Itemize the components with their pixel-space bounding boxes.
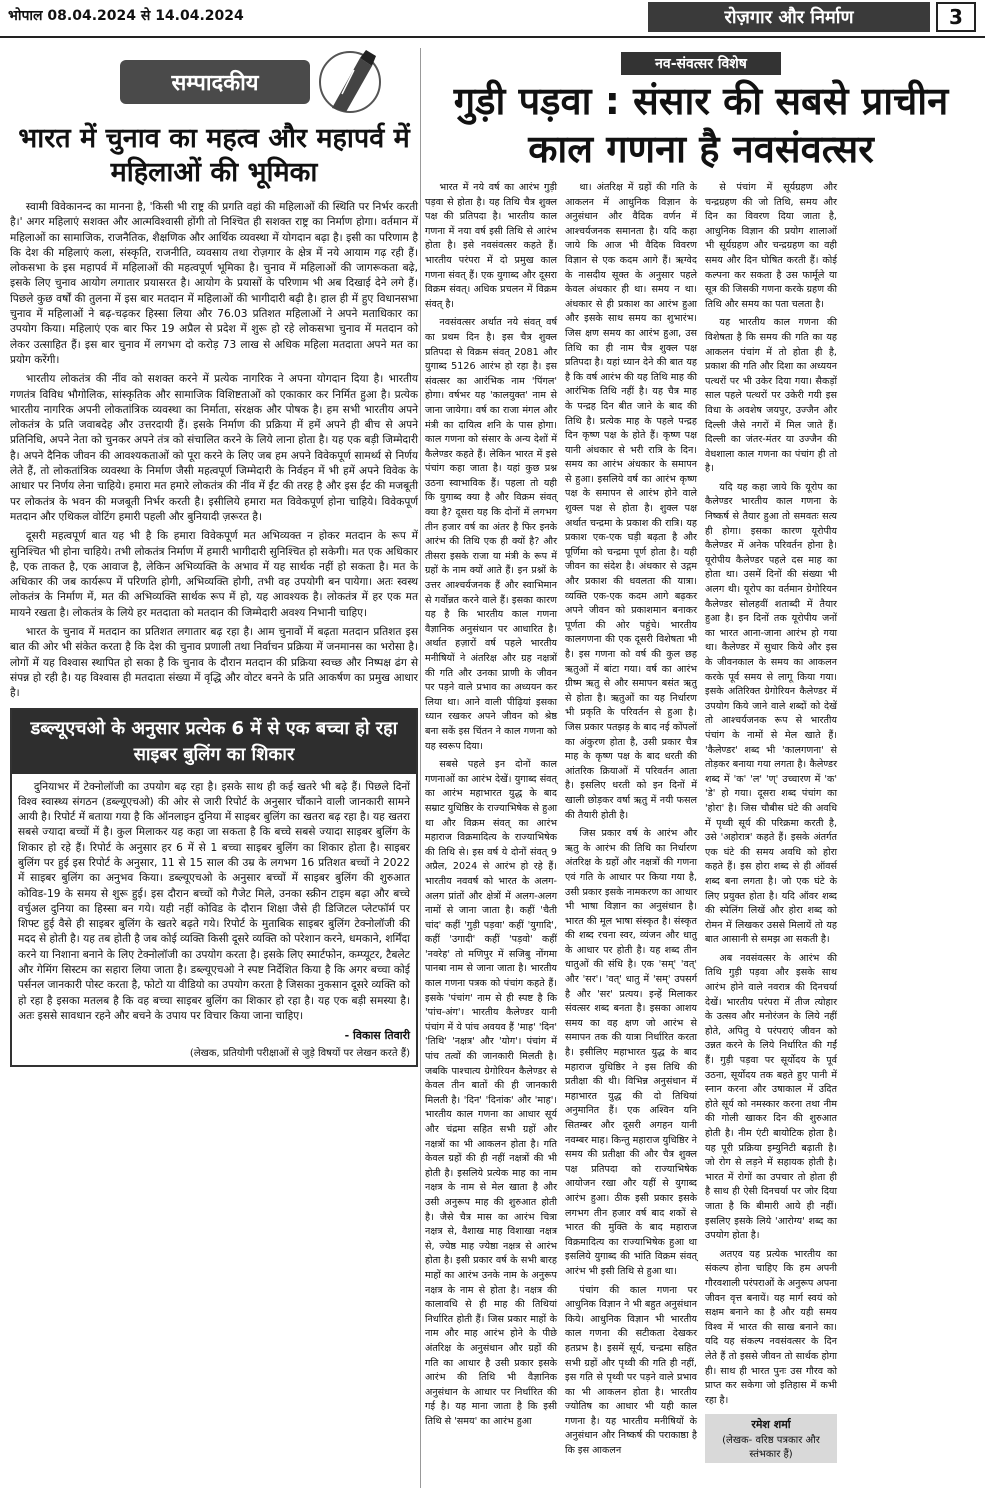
feature-paragraph: भारत में नये वर्ष का आरंभ गुड़ी पड़वा से होता है। यह तिथि चैत्र शुक्ल पक्ष की प्रतिपदा है। भारतीय काल गणना में नया वर्ष इसी तिथि से आरंभ होता है। इसे नवसंवत्सर कहते हैं। भारतीय परंपरा में दो प्रमुख काल गणना संवत् हैं। एक युगाब्द और दूसरा विक्रम संवत्। अधिक प्रचलन में विक्रम संवत् है।: [425, 182, 557, 310]
editorial-title: भारत में चुनाव का महत्व और महापर्व में महिलाओं की भूमिका: [18, 123, 410, 188]
editorial-masthead: [10, 48, 418, 118]
editorial-paragraph: स्वामी विवेकानन्द का मानना है, 'किसी भी राष्ट्र की प्रगति वहां की महिलाओं की स्थिति पर निर्भर करती है।' अगर महिलाएं सशक्त और आत्मविश्वासी होंगी तो निश्चित ही सशक्त राष्ट्र का निर्माण होगा। वर्तमान में महिलाओं का सामाजिक, राजनैतिक, शैक्षणिक और आर्थिक व्यवस्था में योगदान बढ़ा है। इसी का परिणाम है कि देश की महिलाएं कला, संस्कृति, राजनीति, व्यवसाय तथा रोज़गार के क्षेत्र में नये आयाम गढ़ रही हैं। लोकसभा के इस महापर्व में महिलाओं की महत्वपूर्ण भूमिका है। चुनाव में महिलाओं की जागरूकता बढ़े, इसके लिए चुनाव आयोग लगातार प्रयासरत है। आयोग के प्रयासों के परिणाम भी अब दिखाई देने लगे हैं। पिछले कुछ वर्षों की तुलना में इस बार मतदान में महिलाओं की भागीदारी बढ़ी है। हाल ही में हुए विधानसभा चुनाव में महिलाओं ने बढ़-चढ़कर हिस्सा लिया और 76.03 प्रतिशत महिलाओं ने अपने मताधिकार का उपयोग किया। महिलाएं एक बार फिर 19 अप्रैल से प्रदेश में शुरू हो रहे लोकसभा चुनाव में मतदान को लेकर उत्साहित हैं। इस बार चुनाव में लगभग दो करोड़ 73 लाख से अधिक महिला मतदाता अपने मत का प्रयोग करेंगी।: [10, 201, 418, 366]
boxed-article: [10, 708, 418, 1068]
boxed-article-author-note: (लेखक, प्रतियोगी परीक्षाओं से जुड़े विषयों पर लेखन करते हैं): [189, 1048, 410, 1060]
feature-article: [425, 48, 977, 1488]
feature-paragraph: था। अंतरिक्ष में ग्रहों की गति के आकलन में आधुनिक विज्ञान के अनुसंधान और वैदिक वर्णन में आश्चर्यजनक समानता है। यदि कहा जाये कि आज भी वैदिक विवरण विज्ञान से एक कदम आगे हैं। ऋग्वेद के नासदीय सूक्त के अनुसार पहले केवल अंधकार ही था। समय न था। अंधकार से ही प्रकाश का आरंभ हुआ और इसके साथ समय का शुभारंभ। जिस क्षण समय का आरंभ हुआ, उस तिथि का ही नाम चैत्र शुक्ल पक्ष प्रतिपदा है। यहां ध्यान देने की बात यह है कि वर्ष आरंभ की यह तिथि माह की आरंभिक तिथि नहीं है। यह चैत्र माह के पन्द्रह दिन बीत जाने के बाद की तिथि है। प्रत्येक माह के पहले पन्द्रह दिन कृष्ण पक्ष के होते हैं। कृष्ण पक्ष यानी अंधकार से भरी रात्रि के दिन। समय का आरंभ अंधकार के समापन से हुआ। इसलिये वर्ष का आरंभ कृष्ण पक्ष के समापन से आरंभ होने वाले शुक्ल पक्ष से होता है। शुक्ल पक्ष अर्थात चन्द्रमा के प्रकाश की रात्रि। यह प्रकाश एक-एक घड़ी बढ़ता है और पूर्णिमा को चन्द्रमा पूर्ण होता है। यही जीवन का संदेश है। अंधकार से उद्गम और प्रकाश की धवलता की यात्रा। व्यक्ति एक-एक कदम आगे बढ़कर अपने जीवन को प्रकाशमान बनाकर पूर्णता की ओर पहुंचे। भारतीय कालगणना की एक दूसरी विशेषता भी है। इस गणना को वर्ष की कुल छह ऋतुओं में बांटा गया। वर्ष का आरंभ ग्रीष्म ऋतु से और समापन बसंत ऋतु से होता है। ऋतुओं का यह निर्धारण भी प्रकृति के परिवर्तन से हुआ है। जिस प्रकार पतझड़ के बाद नई कोंपलों का अंकुरण होता है, उसी प्रकार चैत्र माह के कृष्ण पक्ष के बाद धरती की आंतरिक क्रियाओं में परिवर्तन आता है। इसलिए धरती को इन दिनों में खाली छोड़कर वर्षा ऋतु में नयी फसल की तैयारी होती है।: [565, 182, 697, 821]
boxed-article-paragraph: दुनियाभर में टेक्नोलॉजी का उपयोग बढ़ रहा है। इसके साथ ही कई खतरे भी बढ़े हैं। पिछले दिनों विश्व स्वास्थ्य संगठन (डब्ल्यूएचओ) की ओर से जारी रिपोर्ट के अनुसार चौंकाने वाली जानकारी सामने आयी है। रिपोर्ट में बताया गया है कि ऑनलाइन दुनिया में साइबर बुलिंग का खतरा बढ़ रहा है। यह खतरा सबसे ज्यादा बच्चों में है। कुल मिलाकर यह कहा जा सकता है कि बच्चे सबसे ज्यादा साइबर बुलिंग के शिकार हो रहे हैं। रिपोर्ट के अनुसार हर 6 में से 1 बच्चा साइबर बुलिंग का शिकार होता है। साइबर बुलिंग पर हुई इस रिपोर्ट के अनुसार, 11 से 15 साल की उम्र के लगभग 16 प्रतिशत बच्चों ने 2022 में साइबर बुलिंग का अनुभव किया। डब्ल्यूएचओ के अनुसार बच्चों में साइबर बुलिंग की शुरुआत कोविड-19 के समय से शुरू हुई। इस दौरान बच्चों को गैजेट मिले, उनका स्क्रीन टाइम बढ़ा और बच्चे वर्चुअल दुनिया का हिस्सा बन गये। यही नहीं कोविड के दौरान शिक्षा जैसे ही डिजिटल प्लेटफॉर्म पर शिफ्ट हुई वैसे ही साइबर बुलिंग के खतरे बढ़ते गये। रिपोर्ट के मुताबिक साइबर बुलिंग टेक्नोलॉजी की मदद से होती है। यह तब होती है जब कोई व्यक्ति किसी दूसरे व्यक्ति को परेशान करने, धमकाने, शर्मिंदा करने या निशाना बनाने के लिए टेक्नोलॉजी का उपयोग करता है। इसके लिए स्मार्टफोन, कम्प्यूटर, टैबलेट और गेमिंग सिस्टम का सहारा लिया जाता है। डब्ल्यूएचओ ने स्पष्ट निर्देशित किया है कि अगर बच्चा कोई पर्सनल जानकारी पोस्ट करता है, फोटो या वीडियो का उपयोग करता है जिसका नुकसान दूसरे व्यक्ति को हो रहा है इसका मतलब है कि वह बच्चा साइबर बुलिंग का शिकार हो रहा है। यह एक बड़ी समस्या है। अतः इससे सावधान रहने और बचने के उपाय पर विचार किया जाना चाहिए।: [18, 780, 410, 1022]
page-header: [0, 0, 985, 36]
fountain-pen-icon: [302, 48, 398, 118]
editorial-label: सम्पादकीय: [120, 60, 310, 104]
editorial-column: [10, 48, 418, 1488]
feature-paragraph: अतएव यह प्रत्येक भारतीय का संकल्प होना चाहिए कि हम अपनी गौरवशाली परंपराओं के अनुरूप अपना जीवन वृत्त बनायें। यह मार्ग स्वयं को सक्षम बनाने का है और यही समय विश्व में भारत की साख बनाने का। यदि यह संकल्प नवसंवत्सर के दिन लेते हैं तो इससे जीवन तो सार्थक होगा ही। साथ ही भारत पुनः उस गौरव को प्राप्त कर सकेगा जो इतिहास में कभी रहा है।: [705, 1248, 837, 1406]
feature-paragraph: सबसे पहले इन दोनों काल गणनाओं का आरंभ देखें। युगाब्द संवत् का आरंभ महाभारत युद्ध के बाद सम्राट युधिष्ठिर के राज्याभिषेक से हुआ था और विक्रम संवत् का आरंभ महाराज विक्रमादित्य के राज्याभिषेक की तिथि से। इस वर्ष ये दोनों संवत् 9 अप्रैल, 2024 से आरंभ हो रहे हैं। भारतीय नववर्ष को भारत के अलग-अलग प्रांतों और क्षेत्रों में अलग-अलग नामों से जाना जाता है। कहीं 'चैती चांद' कहीं 'गुड़ी पड़वा' कहीं 'युगादि', कहीं 'उगादी' कहीं 'पड़वो' कहीं 'नवरेह' तो मणिपुर में सजिबु नोंगमा पानबा नाम से जाना जाता है। भारतीय काल गणना पत्रक को पंचांग कहते हैं। इसके 'पंचांग' नाम से ही स्पष्ट है कि 'पांच-अंग'। भारतीय कैलेण्डर यानी पंचांग में ये पांच अवयव हैं 'माह' 'दिन' 'तिथि' 'नक्षत्र' और 'योग'। पंचांग में पांच तत्वों की जानकारी मिलती है। जबकि पाश्चात्य ग्रेगोरियन कैलेण्डर से केवल तीन बातों की ही जानकारी मिलती है। 'दिन' 'दिनांक' और 'माह'। भारतीय काल गणना का आधार सूर्य और चंद्रमा सहित सभी ग्रहों और नक्षत्रों का भी आकलन होता है। गति केवल ग्रहों की ही नहीं नक्षत्रों की भी होती है। इसलिये प्रत्येक माह का नाम नक्षत्र के नाम से मेल खाता है और उसी अनुरूप माह की शुरुआत होती है। जैसे चैत्र मास का आरंभ चित्रा नक्षत्र से, वैशाख माह विशाखा नक्षत्र से, ज्येष्ठ माह ज्येष्ठा नक्षत्र से आरंभ होता है। इसी प्रकार वर्ष के सभी बारह माहों का आरंभ उनके नाम के अनुरूप नक्षत्र के नाम से होता है। नक्षत्र की कालावधि से ही माह की तिथियां निर्धारित होती हैं। जिस प्रकार माहों के नाम और माह आरंभ होने के पीछे अंतरिक्ष के अनुसंधान और ग्रहों की गति का आधार है उसी प्रकार इसके आरंभ की तिथि भी वैज्ञानिक अनुसंधान के आधार पर निर्धारित की गई है। यह माना जाता है कि इसी तिथि से 'समय' का आरंभ हुआ: [425, 759, 557, 1427]
feature-columns: [425, 181, 977, 1463]
feature-paragraph: अब नवसंवत्सर के आरंभ की तिथि गुड़ी पड़वा और इसके साथ आरंभ होने वाले नवरात्र की दिनचर्या देखें। भारतीय परंपरा में तीज त्योहार के उत्सव और मनोरंजन के लिये नहीं होते, अपितु ये परंपराएं जीवन को उन्नत करने के लिये निर्धारित की गईं हैं। गुड़ी पड़वा पर सूर्योदय के पूर्व उठना, सूर्योदय तक बहते हुए पानी में स्नान करना और उषाकाल में उदित होते सूर्य को नमस्कार करना तथा नीम की गोली खाकर दिन की शुरुआत होती है। नीम एंटी बायोटिक होता है। यह पूरी प्रक्रिया इम्युनिटी बढ़ाती है। जो रोग से लड़ने में सहायक होती है। भारत में रोगों का उपचार तो होता ही है साथ ही ऐसी दिनचर्या पर जोर दिया जाता है कि बीमारी आये ही नहीं। इसलिए इसके लिये 'आरोग्य' शब्द का उपयोग होता है।: [705, 952, 837, 1242]
feature-title: गुड़ी पड़वा : संसार की सबसे प्राचीन काल गणना है नवसंवत्सर: [453, 79, 949, 171]
feature-paragraph: पंचांग की काल गणना पर आधुनिक विज्ञान ने भी बहुत अनुसंधान किये। आधुनिक विज्ञान भी भारतीय काल गणना की सटीकता देखकर हतप्रभ है। इसमें सूर्य, चन्द्रमा सहित सभी ग्रहों और पृथ्वी की गति ही नहीं, इस गति से पृथ्वी पर पड़ने वाले प्रभाव का भी आकलन होता है। भारतीय ज्योतिष का आधार भी यही काल गणना है। यह भारतीय मनीषियों के अनुसंधान और निष्कर्ष की पराकाष्ठा है कि इस आकलन: [565, 1284, 697, 1457]
feature-author-name: रमेश शर्मा: [751, 1418, 791, 1432]
publication-name: रोज़गार और निर्माण: [648, 2, 930, 32]
feature-paragraph: यह भारतीय काल गणना की विशेषता है कि समय की गति का यह आकलन पंचांग में तो होता ही है, प्रकाश की गति और दिशा का अध्ययन पत्थरों पर भी उकेर दिया गया। सैकड़ों साल पहले पत्थरों पर उकेरी गयी इस विधा के अवशेष जयपुर, उज्जैन और दिल्ली जैसे नगरों में मिल जाते हैं। दिल्ली का जंतर-मंतर या उज्जैन की वेधशाला काल गणना का पंचांग ही तो है।: [705, 317, 837, 475]
feature-paragraph: से पंचांग में सूर्यग्रहण और चन्द्रग्रहण की जो तिथि, समय और दिन का विवरण दिया जाता है, आधुनिक विज्ञान की प्रयोग शालाओं भी सूर्यग्रहण और चन्द्रग्रहण का वही समय और दिन घोषित करती हैं। कोई कल्पना कर सकता है उस फार्मूले या सूत्र की जिसकी गणना करके ग्रहण की तिथि और समय का पता चलता है।: [705, 182, 837, 310]
editorial-paragraph: भारत के चुनाव में मतदान का प्रतिशत लगातार बढ़ रहा है। आम चुनावों में बढ़ता मतदान प्रतिशत इस बात की ओर भी संकेत करता है कि देश की चुनाव प्रणाली तथा निर्वाचन प्रक्रिया में जनमानस का भरोसा है। लोगों में यह विश्वास स्थापित हो सका है कि चुनाव के दौरान मतदान की प्रक्रिया स्वच्छ और निष्पक्ष ढंग से संपन्न हो रही है। यह विश्वास ही मतदाता संख्या में वृद्धि और वोटर बनने के प्रति आकर्षण का प्रमुख आधार है।: [10, 626, 419, 700]
feature-column-3: [705, 181, 837, 1463]
feature-column-2: [565, 181, 697, 1463]
feature-author-note: (लेखक- वरिष्ठ पत्रकार और स्तंभकार हैं): [722, 1435, 820, 1461]
feature-column-1: [425, 181, 557, 1463]
feature-paragraph: नवसंवत्सर अर्थात नये संवत् वर्ष का प्रथम दिन है। इस चैत्र शुक्ल प्रतिपदा से विक्रम संवत् 2081 और युगाब्द 5126 आरंभ हो रहा है। इस संवत्सर का आरंभिक नाम 'पिंगल' होगा। वर्षभर यह 'कालयुक्त' नाम से जाना जायेगा। वर्ष का राजा मंगल और मंत्री का दायित्व शनि के पास होगा। काल गणना को संसार के अन्य देशों में कैलेण्डर कहते हैं। लेकिन भारत में इसे पंचांग कहा जाता है। यहां कुछ प्रश्न उठना स्वाभाविक हैं। पहला तो यही कि युगाब्द क्या है और विक्रम संवत् क्या है? दूसरा यह कि दोनों में लगभग तीन हजार वर्ष का अंतर है फिर इनके आरंभ की तिथि एक ही क्यों है? और तीसरा इसके राजा या मंत्री के रूप में ग्रहों के नाम क्यों आते हैं। इन प्रश्नों के उत्तर आश्चर्यजनक हैं और स्वाभिमान से गर्वोन्नत करने वाले हैं। इसका कारण यह है कि भारतीय काल गणना वैज्ञानिक अनुसंधान पर आधारित है। अर्थात हज़ारों वर्ष पहले भारतीय मनीषियों ने अंतरिक्ष और ग्रह नक्षत्रों की गति और उनका प्राणी के जीवन पर पड़ने वाले प्रभाव का अध्ययन कर लिया था। आने वाली पीढ़ियां इसका ध्यान रखकर अपने जीवन को श्रेष्ठ बना सकें इस चिंतन ने काल गणना को यह स्वरूप दिया।: [425, 317, 557, 752]
feature-author-box: [705, 1414, 837, 1463]
boxed-article-title: डब्ल्यूएचओ के अनुसार प्रत्येक 6 में से एक बच्चा हो रहा साइबर बुलिंग का शिकार: [12, 710, 416, 774]
feature-tag: नव-संवत्सर विशेष: [621, 52, 781, 75]
editorial-paragraph: दूसरी महत्वपूर्ण बात यह भी है कि हमारा विवेकपूर्ण मत अभिव्यक्त न होकर मतदान के रूप में सुनिश्चित भी होना चाहिये। तभी लोकतंत्र निर्माण में हमारी भागीदारी सुनिश्चित हो सकेगी। मत एक अधिकार है, एक ताकत है, एक आवाज है, लेकिन अभिव्यक्ति के अभाव में यह सार्थक नहीं हो सकता है। मत के अधिकार की जब कार्यरूप में परिणति होगी, अभिव्यक्ति होगी, तभी वह उपयोगी बन पायेगा। अतः स्वस्थ लोकतंत्र के निर्माण में, मत की अभिव्यक्ति सार्थक रूप में हो, यह आवश्यक है। लोकतंत्र में हर एक मत मायने रखता है। लोकतंत्र के लिये हर मतदाता को मतदान की जिम्मेदारी अवश्य निभानी चाहिए।: [10, 530, 418, 619]
boxed-article-signature: - विकास तिवारी: [344, 1029, 410, 1043]
feature-paragraph: यदि यह कहा जाये कि यूरोप का कैलेण्डर भारतीय काल गणना के निष्कर्ष से तैयार हुआ तो समवतः सत्य ही होगा। इसका कारण यूरोपीय कैलेण्डर में अनेक परिवर्तन होना है। यूरोपीय कैलेण्डर पहले दस माह का होता था। उसमें दिनों की संख्या भी अलग थी। यूरोप का वर्तमान ग्रेगोरियन कैलेण्डर सोलहवीं शताब्दी में तैयार हुआ है। इन दिनों तक यूरोपीय जनों का भारत आना-जाना आरंभ हो गया था। कैलेण्डर में सुधार किये और इस के जीवनकाल के समय का आकलन करके पूर्व समय से लागू किया गया। इसके अतिरिक्त ग्रेगोरियन कैलेण्डर में उपयोग किये जाने वाले शब्दों को देखें तो आश्चर्यजनक रूप से भारतीय पंचांग के नामों से मेल खाते हैं। 'कैलेण्डर' शब्द भी 'कालगणना' से तोड़कर बनाया गया लगता है। कैलेण्डर शब्द में 'क' 'ल' 'ण्' उच्चारण में 'क' 'डे' हो गया। दूसरा शब्द पंचांग का 'होरा' है। जिस चौबीस घंटे की अवधि में पृथ्वी सूर्य की परिक्रमा करती है, उसे 'अहोरात्र' कहते हैं। इसके अंतर्गत एक घंटे की समय अवधि को होरा कहते हैं। इस होरा शब्द से ही ऑवर्स शब्द बना लगता है। जो एक घंटे के लिए प्रयुक्त होता है। यदि ऑवर शब्द की स्पेलिंग लिखें और होरा शब्द को रोमन में लिखकर उससे मिलायें तो यह बात आसानी से समझ आ सकती है।: [705, 481, 837, 946]
column-divider: [420, 48, 421, 1488]
issue-date: भोपाल 08.04.2024 से 14.04.2024: [8, 8, 244, 24]
boxed-article-body: [12, 774, 416, 1066]
editorial-paragraph: भारतीय लोकतंत्र की नींव को सशक्त करने में प्रत्येक नागरिक ने अपना योगदान दिया है। भारतीय गणतंत्र विविध भौगोलिक, सांस्कृतिक और सामाजिक विशिष्टताओं को एकाकार कर निर्मित हुआ है। प्रत्येक भारतीय नागरिक अपनी लोकतांत्रिक व्यवस्था का निर्माता, संरक्षक और पोषक है। हम सभी भारतीय अपने लोकतंत्र के प्रति जवाबदेह और उत्तरदायी हैं। इसके निर्माण की प्रक्रिया में हमें अपने ही बीच से अपने प्रतिनिधि, अपने नेता को चुनकर अपने तंत्र को संचालित करने के लिये लाना होता है। यह एक बड़ी जिम्मेदारी है। अपने दैनिक जीवन की आवश्यकताओं को पूरा करने के लिए जब हम अपने विवेकपूर्ण सामर्थ्य से निर्णय लेते हैं, तो लोकतांत्रिक व्यवस्था के निर्माण जैसी महत्वपूर्ण जिम्मेदारी के निर्वहन में भी हमें अपने विवेक के आधार पर निर्णय लेना चाहिये। हमारा मत हमारे लोकतंत्र की नींव में ईंट की तरह है और इस ईंट की मजबूती पर लोकतंत्र के भवन की मजबूती निर्भर करती है। इसीलिये हमारा मत विवेकपूर्ण होना चाहिये। विवेकपूर्ण मतदान और एथिकल वोटिंग हमारी पहली और बुनियादी ज़रूरत है।: [10, 373, 418, 523]
feature-paragraph: जिस प्रकार वर्ष के आरंभ और ऋतु के आरंभ की तिथि का निर्धारण अंतरिक्ष के ग्रहों और नक्षत्रों की गणना एवं गति के आधार पर किया गया है, उसी प्रकार इसके नामकरण का आधार भी भाषा विज्ञान का अनुसंधान है। भारत की मूल भाषा संस्कृत है। संस्कृत की शब्द रचना स्वर, व्यंजन और धातु के आधार पर होती है। यह शब्द तीन धातुओं की संधि है। एक 'सम्' 'वत्' और 'सर'। 'वत्' धातु में 'सम्' उपसर्ग है और 'सर' प्रत्यय। इन्हें मिलाकर संवत्सर शब्द बनता है। इसका आशय समय का वह क्षण जो आरंभ से समापन तक की यात्रा निर्धारित करता है। इसीलिए महाभारत युद्ध के बाद महाराज युधिष्ठिर ने इस तिथि की प्रतीक्षा की थी। विभिन्न अनुसंधान में महाभारत युद्ध की दो तिथियां अनुमानित हैं। एक अश्विन यनि सितम्बर और दूसरी अगहन यानी नवम्बर माह। किन्तु महाराज युधिष्ठिर ने समय की प्रतीक्षा की और चैत्र शुक्ल पक्ष प्रतिपदा को राज्याभिषेक आयोजन रखा और यहीं से युगाब्द आरंभ हुआ। ठीक इसी प्रकार इसके लगभग तीन हजार वर्ष बाद शकों से भारत की मुक्ति के बाद महाराज विक्रमादित्य का राज्याभिषेक हुआ था इसलिये युगाब्द की भांति विक्रम संवत् आरंभ भी इसी तिथि से हुआ था।: [565, 828, 697, 1277]
header-rule: [0, 36, 985, 38]
page-number: 3: [936, 2, 976, 32]
